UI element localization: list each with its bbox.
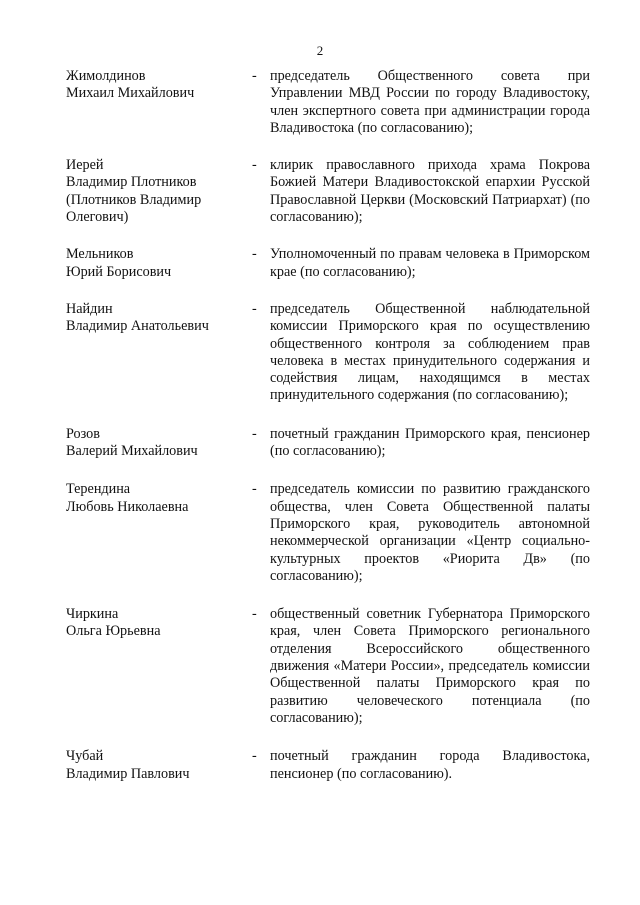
member-surname: Чубай (66, 748, 104, 765)
member-description: почетный гражданин города Владивостока, пенсионер (по согласованию). (270, 748, 590, 782)
member-name (66, 606, 252, 727)
member-given-names: Любовь Николаевна (66, 498, 189, 515)
member-given-names: Владимир Павлович (66, 765, 190, 782)
member-clerical-name: Владимир Плотников (66, 174, 197, 191)
member-entry (66, 748, 590, 783)
member-entry (66, 246, 590, 281)
member-entry (66, 301, 590, 405)
member-name (66, 481, 252, 585)
member-secular-name-cont: Олегович) (66, 209, 129, 226)
member-surname: Жимолдинов (66, 68, 146, 84)
member-given-names: Валерий Михайлович (66, 443, 198, 460)
member-given-names: Владимир Анатольевич (66, 318, 209, 335)
member-description: общественный советник Губернатора Приморского края, член Совета Приморского регионального отделения Всероссийского общественного движения «Матери России», председатель комиссии Общественной палаты Приморского края по развитию человеческого потенциала (по согласованию); (270, 606, 590, 726)
member-description: клирик православного прихода храма Покрова Божией Матери Владивостокской епархии Русской Православной Церкви (Московский Патриархат) (по согласованию); (270, 157, 590, 226)
member-description: председатель комиссии по развитию гражданского общества, член Совета Общественной палаты Приморского края, руководитель автономной некоммерческой организации «Центр социально-культурных проектов «Риорита Дв» (по согласованию); (270, 481, 590, 584)
member-given-names: Ольга Юрьевна (66, 623, 161, 640)
separator-dash: - (252, 481, 257, 498)
member-surname: Терендина (66, 481, 131, 498)
member-surname: Найдин (66, 300, 113, 317)
member-description: председатель Общественного совета при Управлении МВД России по городу Владивостоку, член экспертного совета при администрации города Владивостока (по согласованию); (270, 68, 590, 136)
member-given-names: Михаил Михайлович (66, 85, 195, 102)
member-entry (66, 606, 590, 727)
member-entry (66, 157, 590, 226)
member-surname: Розов (66, 425, 100, 442)
member-name (66, 301, 252, 405)
member-name (66, 748, 252, 783)
member-entry (66, 68, 590, 137)
member-list (66, 68, 590, 783)
member-description: председатель Общественной наблюдательной комиссии Приморского края по осуществлению общественного контроля за соблюдением прав человека в местах принудительного содержания и содействия лицам, находящимся в местах принудительного содержания (по согласованию); (270, 300, 590, 404)
member-name (66, 426, 252, 461)
member-entry (66, 481, 590, 585)
separator-dash: - (252, 606, 257, 623)
page-number: 2 (316, 43, 324, 58)
member-title: Иерей (66, 157, 104, 174)
member-surname: Мельников (66, 246, 134, 263)
separator-dash: - (252, 68, 257, 84)
separator-dash: - (252, 157, 257, 174)
member-description: почетный гражданин Приморского края, пенсионер (по согласованию); (270, 425, 590, 460)
member-name (66, 68, 252, 137)
member-given-names: Юрий Борисович (66, 263, 172, 280)
separator-dash: - (252, 425, 257, 442)
member-secular-name: (Плотников Владимир (66, 191, 202, 208)
member-description: Уполномоченный по правам человека в Приморском крае (по согласованию); (270, 246, 590, 280)
member-name (66, 157, 252, 226)
member-entry (66, 426, 590, 461)
separator-dash: - (252, 246, 257, 263)
separator-dash: - (252, 300, 257, 317)
separator-dash: - (252, 748, 257, 765)
member-surname: Чиркина (66, 606, 119, 623)
member-name (66, 246, 252, 281)
